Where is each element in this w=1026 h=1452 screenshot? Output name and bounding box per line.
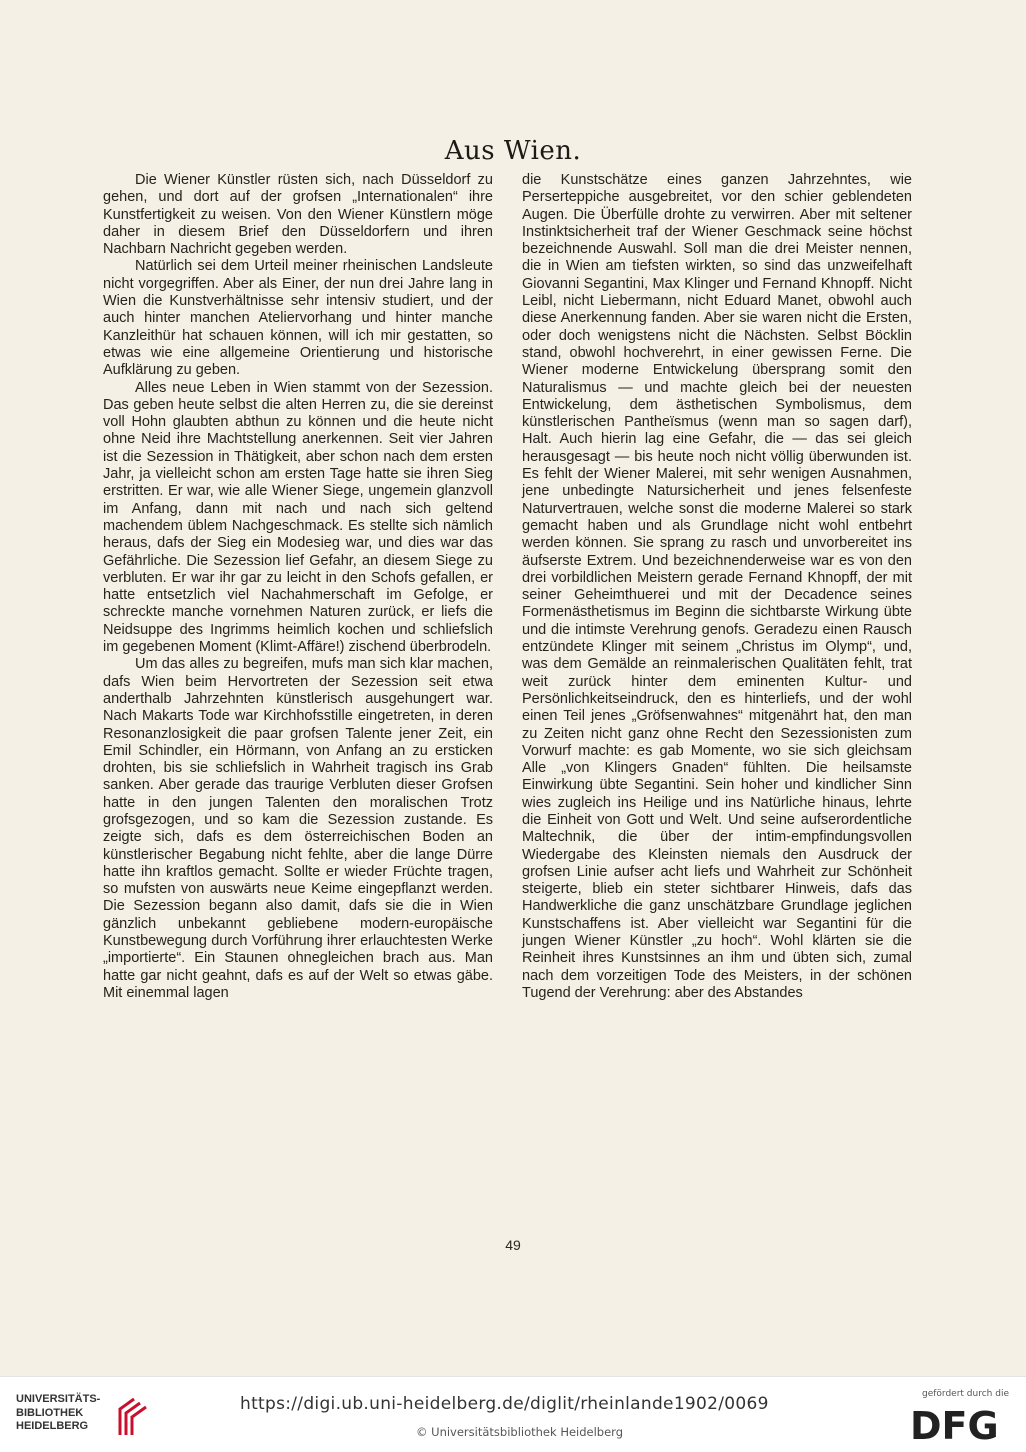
- paragraph: Natürlich sei dem Urteil meiner rheinischen Landsleute nicht vorgegriffen. Aber als Einer, der nun drei Jahre lang in Wien die Kunstverhältnisse sehr intensiv studiert, und der auch hinter manchen Ateliervorhang und hinter manche Kanzleithür hat schauen können, will ich mir gestatten, so etwas wie eine allgemeine Orientierung und historische Aufklärung zu geben.: [103, 258, 493, 379]
- paragraph: Die Wiener Künstler rüsten sich, nach Düsseldorf zu gehen, und dort auf der grofsen „Internationalen“ ihre Kunstfertigkeit zu weisen. Von den Wiener Künstlern möge daher in diesem Brief den Düsseldorfern und ihren Nachbarn Nachricht gegeben werden.: [103, 172, 493, 258]
- copyright-notice: © Universitätsbibliothek Heidelberg: [416, 1425, 624, 1439]
- university-library-logo[interactable]: [16, 1393, 146, 1441]
- page-number: 49: [505, 1237, 521, 1253]
- dfg-logo-icon: [908, 1403, 1008, 1443]
- library-name: [16, 1393, 100, 1434]
- funder-block[interactable]: [908, 1389, 1013, 1445]
- viewer-footer: [0, 1376, 1026, 1452]
- paragraph: Alles neue Leben in Wien stammt von der Sezession. Das geben heute selbst die alten Herren zu, die sie dereinst voll Hohn glaubten abthun zu können und die heute nicht ohne Neid ihre Machtstellung anerkennen. Seit vier Jahren ist die Sezession in Thätigkeit, aber schon nach dem ersten Jahr, ja vielleicht schon am ersten Tage hatte sie ihren Sieg erstritten. Er war, wie alle Wiener Siege, ungemein glanzvoll im Anfang, dann mit nach und nach sich geltend machendem üblem Nachgeschmack. Es stellte sich nämlich heraus, dafs der Sieg ein Modesieg war, und dies war das Gefährliche. Die Sezession lief Gefahr, an diesem Siege zu verbluten. Er war ihr gar zu leicht in den Schofs gefallen, er hatte entsetzlich viel Nachahmerschaft im Gefolge, er schreckte manche vornehmen Naturen zurück, er liefs die Neidsuppe des Ingrimms heimlich kochen und schliefslich im gegebenen Moment (Klimt-Affäre!) zischend überbrodeln.: [103, 379, 493, 656]
- library-name-line: UNIVERSITÄTS-: [16, 1393, 101, 1405]
- right-column: [522, 172, 912, 1002]
- library-name-line: BIBLIOTHEK: [16, 1406, 84, 1419]
- funder-name: DFG: [910, 1404, 999, 1443]
- paragraph: die Kunstschätze eines ganzen Jahrzehntes, wie Perserteppiche ausgebreitet, vor den schier geblendeten Augen. Die Überfülle drohte zu verwirren. Aber mit seltener Instinktsicherheit traf der Wiener Geschmack seine höchst bezeichnende Auswahl. Soll man die drei Meister nennen, die in Wien am tiefsten wirkten, so sind das unzweifelhaft Giovanni Segantini, Max Klinger und Fernand Khnopff. Nicht Leibl, nicht Liebermann, nicht Eduard Manet, obwohl auch diese Anerkennung fanden. Aber sie waren nicht die Ersten, oder doch wenigstens nicht die Nächsten. Selbst Böcklin stand, obwohl hochverehrt, in einer gewissen Ferne. Die Wiener moderne Entwickelung übersprang somit den Naturalismus — und machte gleich bei der neuesten Entwickelung, dem ästhetischen Symbolismus, dem künstlerischen Pantheïsmus (wenn man so sagen darf), Halt. Auch hierin lag eine Gefahr, die — das sei gleich herausgesagt — bis heute noch nicht völlig überwunden ist. Es fehlt der Wiener Malerei, mit sehr wenigen Ausnahmen, jene unbedingte Natursicherheit und jenes felsenfeste Naturvertrauen, welche sonst die moderne Malerei so stark gemacht haben und als Grundlage nicht wohl entbehrt werden können. Sie sprang zu rasch und unvorbereitet ins äufserste Extrem. Und bezeichnenderweise war es von den drei vorbildlichen Meistern gerade Fernand Khnopff, der mit seiner Geheimthuerei und mit der Decadence seines Formenästhetismus im Beginn die sichtbarste Wirkung übte und die intimste Verehrung genofs. Geradezu einen Rausch entzündete Klinger mit seinem „Christus im Olymp“, und, was dem Gemälde an reinmalerischen Qualitäten fehlt, trat weit zurück hinter dem eminenten Kultur- und Persönlichkeitseindruck, den es hinterliefs, und der wohl einen Teil jenes „Gröfsenwahnes“ mitgenährt hat, den man zu Zeiten nicht ganz ohne Recht den Sezessionisten zum Vorwurf machte: es gab Momente, wo sie sich gleichsam Alle „von Klingers Gnaden“ fühlten. Die heilsamste Einwirkung übte Segantini. Sein hoher und kindlicher Sinn wies zugleich ins Heilige und ins Natürliche hinaus, lehrte die Einheit von Gott und Welt. Und seine aufserordentliche Maltechnik, die über der intim-empfindungsvollen Wiedergabe des Kleinsten niemals den Ausdruck der grofsen Linie aufser acht liefs und Wahrheit zur Schönheit steigerte, blieb ein steter sichtbarer Hinweis, dafs das Handwerkliche die ganz unschätzbare Grundlage jeglichen Kunstschaffens ist. Aber vielleicht war Segantini für die jungen Wiener Künstler „zu hoch“. Wohl klärten sie die Reinheit ihres Kunstsinnes an ihm und übten sich, zumal nach dem vorzeitigen Tode des Meisters, in der schönen Tugend der Verehrung: aber des Abstandes: [522, 172, 912, 1001]
- library-emblem-icon: [114, 1395, 150, 1439]
- funding-caption: gefördert durch die: [922, 1389, 1009, 1399]
- permalink-url[interactable]: https://digi.ub.uni-heidelberg.de/diglit/rheinlande1902/0069: [240, 1394, 769, 1414]
- library-name-line: HEIDELBERG: [16, 1420, 89, 1432]
- paragraph: Um das alles zu begreifen, mufs man sich klar machen, dafs Wien beim Hervortreten der Sezession seit etwa anderthalb Jahrzehnten künstlerisch ausgehungert war. Nach Makarts Tode war Kirchhofsstille eingetreten, in deren Resonanzlosigkeit die paar grofsen Talente jener Zeit, ein Emil Schindler, ein Hörmann, von Anfang an zu ersticken drohten, bis sie schliefslich in Wahrheit tragisch ins Grab sanken. Aber gerade das traurige Verbluten dieser Grofsen hatte in den jungen Talenten den moralischen Trotz grofsgezogen, und so kam die Sezession zustande. Es zeigte sich, dafs es dem österreichischen Boden an künstlerischer Begabung nicht fehlte, aber die lange Dürre hatte ihn kraftlos gemacht. Sollte er wieder Früchte tragen, so mufsten von auswärts neue Keime eingepflanzt werden. Die Sezession begann also damit, dafs sie die in Wien gänzlich unbekannt gebliebene modern-europäische Kunstbewegung durch Vorführung ihrer erlauchtesten Werke „importierte“. Ein Staunen ohnegleichen brach aus. Man hatte gar nicht geahnt, dafs es auf der Welt so etwas gäbe. Mit einemmal lagen: [103, 656, 493, 1001]
- left-column: [103, 172, 493, 1002]
- page-title: Aus Wien.: [444, 136, 582, 166]
